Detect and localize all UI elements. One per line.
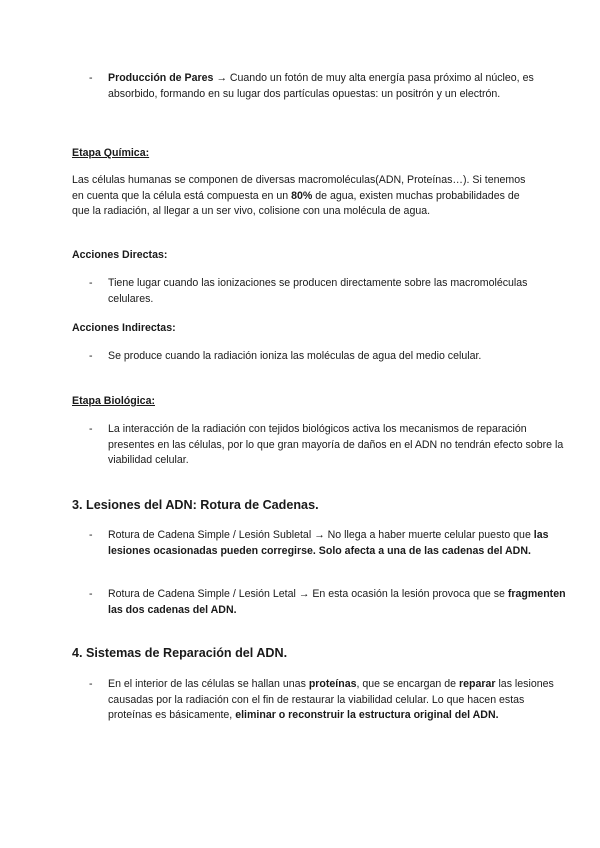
label-etapa-quimica: Etapa Química: <box>72 147 150 159</box>
label-etapa-biologica: Etapa Biológica: <box>72 395 155 407</box>
bullet-dash: - <box>89 72 93 84</box>
etapa-quimica-text-b: de agua, existen muchas probabilidades de que la radiación, al llegar a un ser vivo, colisione con una molécula de agua. <box>72 189 520 217</box>
etapa-quimica-text-a: Las células humanas se componen de diversas macromoléculas(ADN, Proteínas…). Si tenemos en cuenta que la célula está compuesta en un <box>72 174 526 202</box>
reparacion-bold-eliminar: eliminar o reconstruir la estructura original del ADN. <box>235 709 499 721</box>
bullet-dash: - <box>89 423 93 435</box>
reparacion-bold-reparar: reparar <box>458 678 496 690</box>
term-produccion-pares: Producción de Pares <box>108 72 214 84</box>
reparacion-text-2: , que se encargan de <box>356 678 459 690</box>
acciones-directas-text: Tiene lugar cuando las ionizaciones se producen directamente sobre las macromoléculas celulares. <box>108 277 528 305</box>
produccion-pares-text: → Cuando un fotón de muy alta energía pasa próximo al núcleo, es absorbido, formando en su lugar dos partículas opuestas: un positrón y un electrón. <box>108 72 534 100</box>
bullet-lesion-letal <box>72 587 570 618</box>
bullet-dash: - <box>89 588 93 600</box>
lesion-letal-text: Rotura de Cadena Simple / Lesión Letal → En esta ocasión la lesión provoca que se <box>108 588 508 600</box>
bullet-dash: - <box>89 529 93 541</box>
lesion-subletal-text: Rotura de Cadena Simple / Lesión Subletal → No llega a haber muerte celular puesto que <box>108 529 534 541</box>
lesion-subletal-bold: las lesiones ocasionadas pueden corregirse. Solo afecta a una de las cadenas del ADN. <box>108 529 549 557</box>
bullet-acciones-directas <box>72 276 570 307</box>
bullet-sistemas-reparacion <box>72 677 570 724</box>
bullet-dash: - <box>89 277 93 289</box>
bullet-etapa-biologica <box>72 422 570 469</box>
bullet-produccion-pares <box>72 71 570 102</box>
paragraph-etapa-quimica <box>72 173 534 220</box>
label-acciones-directas: Acciones Directas: <box>72 249 168 261</box>
etapa-biologica-text: La interacción de la radiación con tejidos biológicos activa los mecanismos de reparación presentes en las células, por lo que gran mayoría de daños en el ADN no tendrán efecto sobre la viabilidad celular. <box>108 423 564 466</box>
heading-section-3: 3. Lesiones del ADN: Rotura de Cadenas. <box>72 498 319 512</box>
reparacion-text-3: las lesiones causadas por la radiación con el fin de restaurar la viabilidad celular. Lo que hacen estas proteínas es básicamente, <box>108 678 554 721</box>
bullet-lesion-subletal <box>72 528 570 559</box>
bullet-dash: - <box>89 678 93 690</box>
bullet-dash: - <box>89 350 93 362</box>
reparacion-text-1: En el interior de las células se hallan unas <box>108 678 309 690</box>
lesion-letal-bold: fragmenten las dos cadenas del ADN. <box>108 588 566 616</box>
etapa-quimica-percent: 80% <box>291 189 313 202</box>
label-acciones-indirectas: Acciones Indirectas: <box>72 322 176 334</box>
reparacion-bold-proteinas: proteínas <box>308 678 357 690</box>
heading-section-4: 4. Sistemas de Reparación del ADN. <box>72 646 288 660</box>
acciones-indirectas-text: Se produce cuando la radiación ioniza las moléculas de agua del medio celular. <box>108 350 482 362</box>
bullet-acciones-indirectas <box>72 349 570 365</box>
